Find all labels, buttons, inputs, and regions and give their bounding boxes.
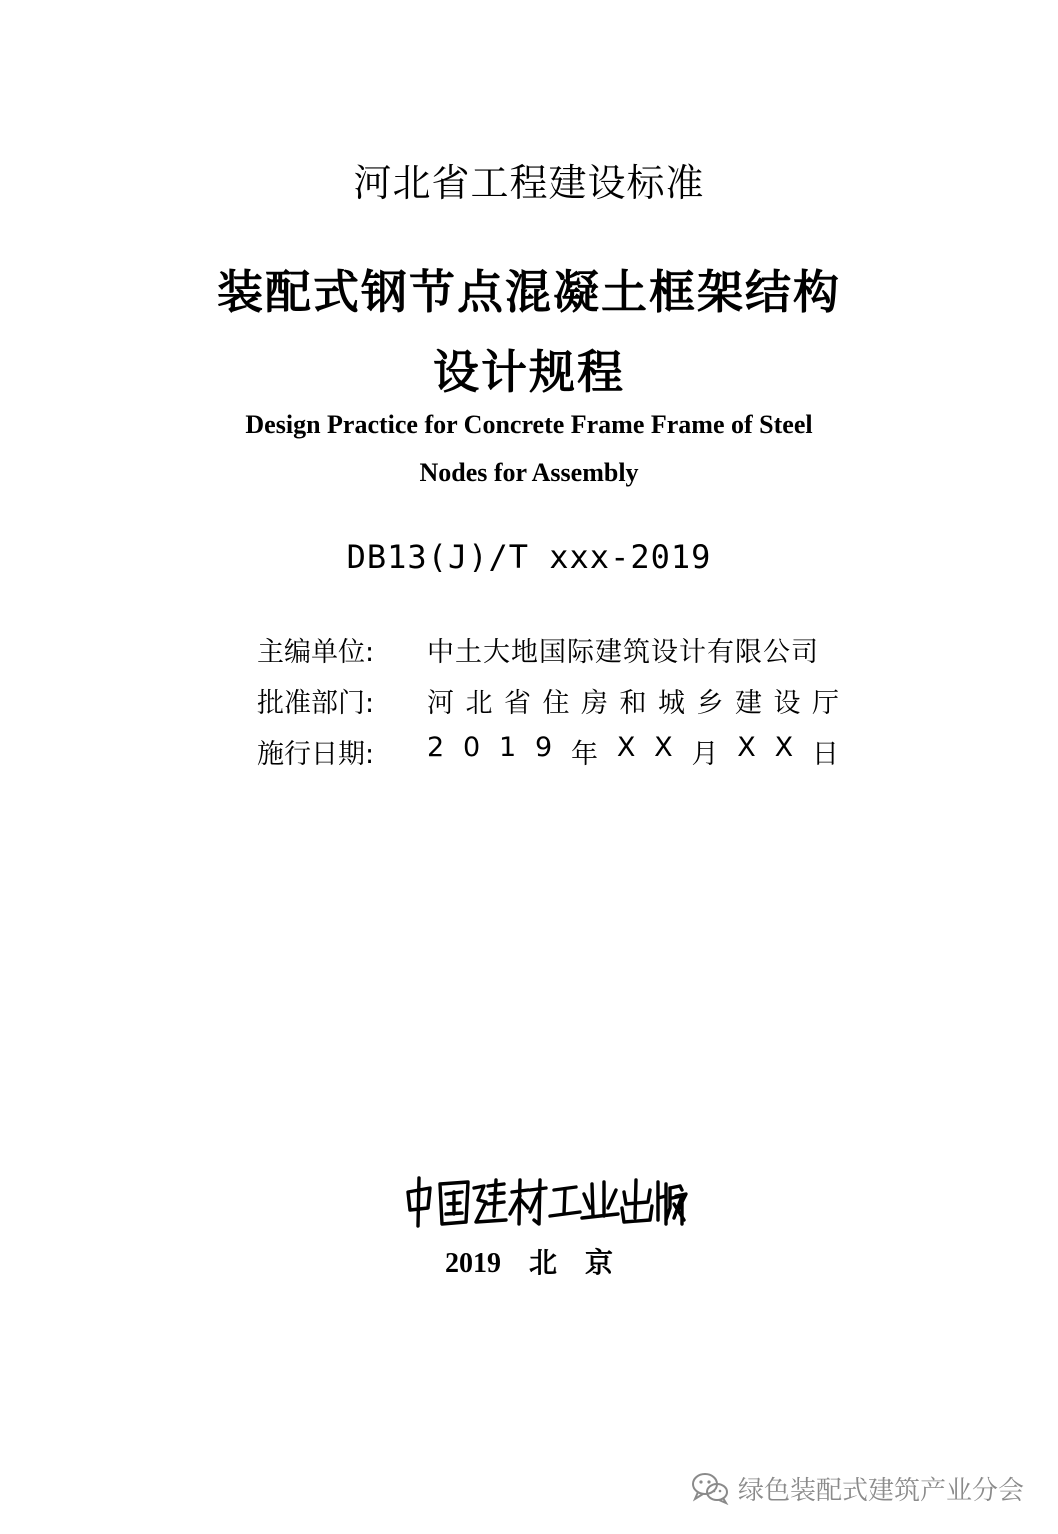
date-label: 施行日期:	[257, 739, 375, 770]
approver-char: 河	[427, 688, 454, 719]
title-cn-line1: 装配式钢节点混凝土框架结构	[217, 265, 841, 319]
approver-char: 厅	[812, 688, 839, 719]
series-title: 河北省工程建设标准	[353, 161, 705, 205]
approver-char: 和	[619, 688, 647, 719]
approver-label: 批准部门:	[257, 688, 375, 719]
editor-row	[257, 630, 857, 681]
imprint-line	[0, 1241, 1058, 1281]
approver-char: 建	[735, 688, 762, 719]
wechat-icon	[690, 1470, 730, 1506]
approver-char: 设	[773, 688, 801, 719]
date-char: 1	[499, 732, 517, 763]
date-char: 年	[571, 739, 598, 770]
date-char: 0	[463, 732, 481, 763]
title-en-line2: Nodes for Assembly	[419, 458, 639, 487]
info-block	[257, 630, 857, 783]
editor-value: 中土大地国际建筑设计有限公司	[427, 637, 819, 668]
watermark-text: 绿色装配式建筑产业分会	[738, 1475, 1025, 1506]
title-en-line1: Design Practice for Concrete Frame Frame of Steel	[245, 410, 813, 439]
approver-char: 北	[465, 688, 493, 719]
watermark	[690, 1466, 1024, 1510]
editor-label: 主编单位:	[257, 637, 375, 668]
date-char: X	[616, 732, 636, 763]
approver-char: 省	[504, 688, 531, 719]
publisher-logo	[404, 1174, 694, 1230]
approver-char: 乡	[696, 688, 724, 719]
title-cn-line2: 设计规程	[433, 345, 625, 399]
date-char: 9	[535, 732, 553, 763]
standard-code: DB13(J)/T xxx-2019	[346, 538, 712, 576]
date-char: X	[737, 732, 756, 763]
date-char: 日	[811, 739, 839, 770]
approver-char: 城	[658, 688, 685, 719]
approver-value	[427, 681, 839, 720]
date-row	[257, 732, 857, 783]
imprint-year: 2019	[444, 1248, 501, 1279]
imprint-city-char: 京	[585, 1248, 614, 1279]
date-char: 月	[691, 739, 719, 770]
approver-char: 住	[542, 688, 570, 719]
imprint-city-char: 北	[528, 1248, 557, 1279]
date-char: X	[774, 732, 794, 763]
approver-char: 房	[581, 688, 608, 719]
date-char: 2	[427, 732, 445, 763]
date-char: X	[654, 732, 673, 763]
approver-row	[257, 681, 857, 732]
date-value	[427, 732, 839, 771]
